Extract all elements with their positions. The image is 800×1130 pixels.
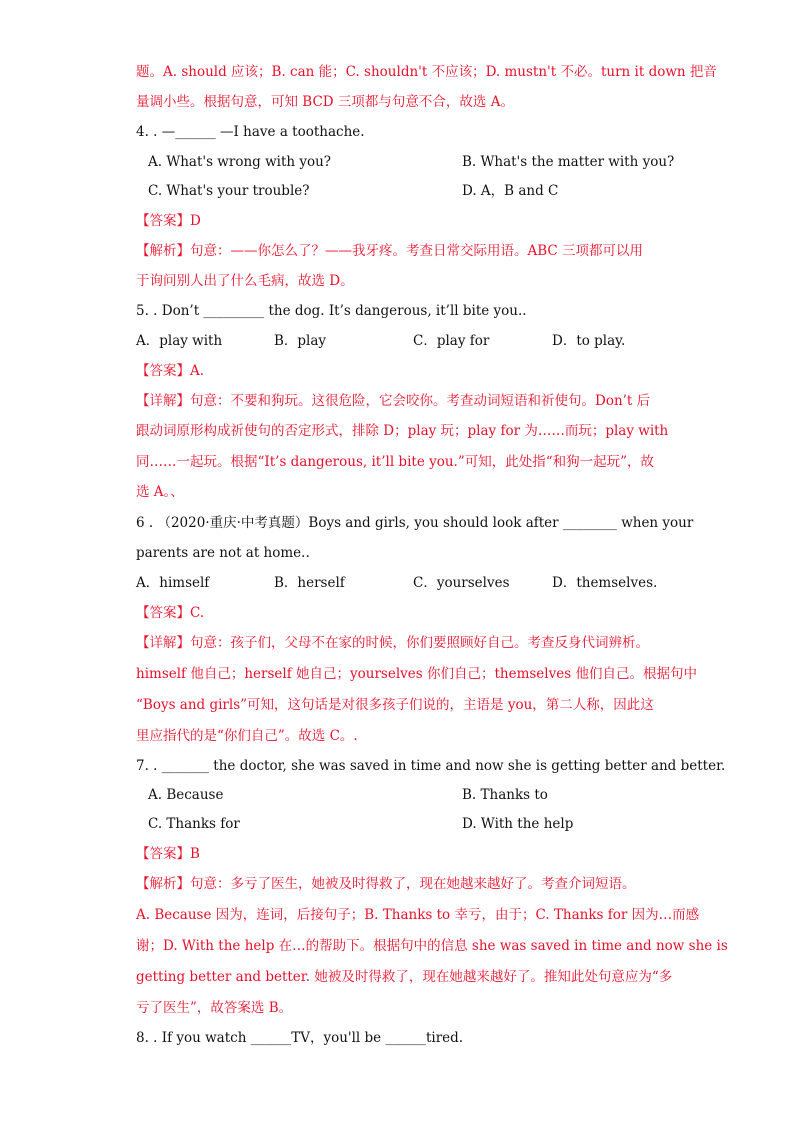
question-7-explanation-line: 【解析】句意：多亏了医生，她被及时得救了，现在她越来越好了。考查介词短语。 bbox=[136, 876, 636, 892]
question-6-option-d: D．themselves. bbox=[552, 575, 658, 591]
question-8-stem: 8. . If you watch ______TV，you'll be ______tired. bbox=[136, 1030, 464, 1046]
question-7-option-a: A. Because bbox=[148, 787, 224, 803]
question-4-option-c: C. What's your trouble? bbox=[148, 183, 310, 199]
question-4-answer: 【答案】D bbox=[136, 213, 201, 229]
question-5-stem: 5. . Don’t _________ the dog. It’s dangerous, it’ll bite you.. bbox=[136, 303, 527, 319]
question-6-explanation-line: 【详解】句意：孩子们，父母不在家的时候，你们要照顾好自己。考查反身代词辨析。 bbox=[136, 635, 649, 651]
question-7-explanation-line: A. Because 因为，连词，后接句子；B. Thanks to 幸亏，由于；C. Thanks for 因为…而感 bbox=[136, 907, 700, 923]
question-4-option-a: A. What's wrong with you? bbox=[148, 154, 332, 170]
question-6-stem-line: 6 . （2020·重庆·中考真题）Boys and girls, you should look after ________ when your bbox=[136, 515, 694, 531]
question-6-answer: 【答案】C. bbox=[136, 605, 205, 621]
question-7-option-c: C. Thanks for bbox=[148, 816, 240, 832]
question-4-option-b: B. What's the matter with you? bbox=[462, 154, 675, 170]
question-4-option-d: D. A，B and C bbox=[462, 183, 559, 199]
explanation-line: 题。A. should 应该；B. can 能；C. shouldn't 不应该；D. mustn't 不必。turn it down 把音 bbox=[136, 64, 717, 80]
question-6-option-b: B．herself bbox=[274, 575, 345, 591]
question-7-explanation-line: getting better and better. 她被及时得救了，现在她越来越好了。推知此处句意应为“多 bbox=[136, 969, 673, 985]
question-5-option-d: D．to play. bbox=[552, 333, 626, 349]
question-4-explanation-line: 【解析】句意：——你怎么了？——我牙疼。考查日常交际用语。ABC 三项都可以用 bbox=[136, 243, 644, 259]
question-5-explanation-line: 同……一起玩。根据“It’s dangerous, it’ll bite you.”可知，此处指“和狗一起玩”，故 bbox=[136, 454, 655, 470]
question-5-option-c: C．play for bbox=[413, 333, 490, 349]
question-6-option-c: C．yourselves bbox=[413, 575, 510, 591]
question-6-explanation-line: 里应指代的是“你们自己”。故选 C。. bbox=[136, 728, 358, 744]
question-4-stem: 4. . —______ —I have a toothache. bbox=[136, 124, 365, 140]
question-5-explanation-line: 跟动词原形构成祈使句的否定形式，排除 D；play 玩；play for 为……而玩；play with bbox=[136, 423, 669, 439]
question-5-explanation-line: 【详解】句意：不要和狗玩。这很危险，它会咬你。考查动词短语和祈使句。Don’t 后 bbox=[136, 393, 651, 409]
question-6-option-a: A．himself bbox=[136, 575, 210, 591]
question-6-stem-line: parents are not at home.. bbox=[136, 545, 310, 561]
question-7-option-d: D. With the help bbox=[462, 816, 574, 832]
question-5-explanation-line: 选 A。、 bbox=[136, 484, 184, 500]
question-7-answer: 【答案】B bbox=[136, 846, 200, 862]
question-5-option-a: A．play with bbox=[136, 333, 223, 349]
question-7-option-b: B. Thanks to bbox=[462, 787, 548, 803]
question-7-explanation-line: 亏了医生”，故答案选 B。 bbox=[136, 1000, 293, 1016]
question-7-stem: 7. . _______ the doctor, she was saved in time and now she is getting better and better. bbox=[136, 758, 726, 774]
question-4-explanation-line: 于询问别人出了什么毛病，故选 D。 bbox=[136, 273, 354, 289]
question-6-explanation-line: himself 他自己；herself 她自己；yourselves 你们自己；themselves 他们自己。根据句中 bbox=[136, 666, 697, 682]
question-5-option-b: B．play bbox=[274, 333, 327, 349]
question-7-explanation-line: 谢；D. With the help 在…的帮助下。根据句中的信息 she was saved in time and now she is bbox=[136, 938, 728, 954]
explanation-line: 量调小些。根据句意，可知 BCD 三项都与句意不合，故选 A。 bbox=[136, 94, 514, 110]
question-5-answer: 【答案】A. bbox=[136, 363, 205, 379]
question-6-explanation-line: “Boys and girls”可知，这句话是对很多孩子们说的，主语是 you，第二人称，因此这 bbox=[136, 697, 654, 713]
